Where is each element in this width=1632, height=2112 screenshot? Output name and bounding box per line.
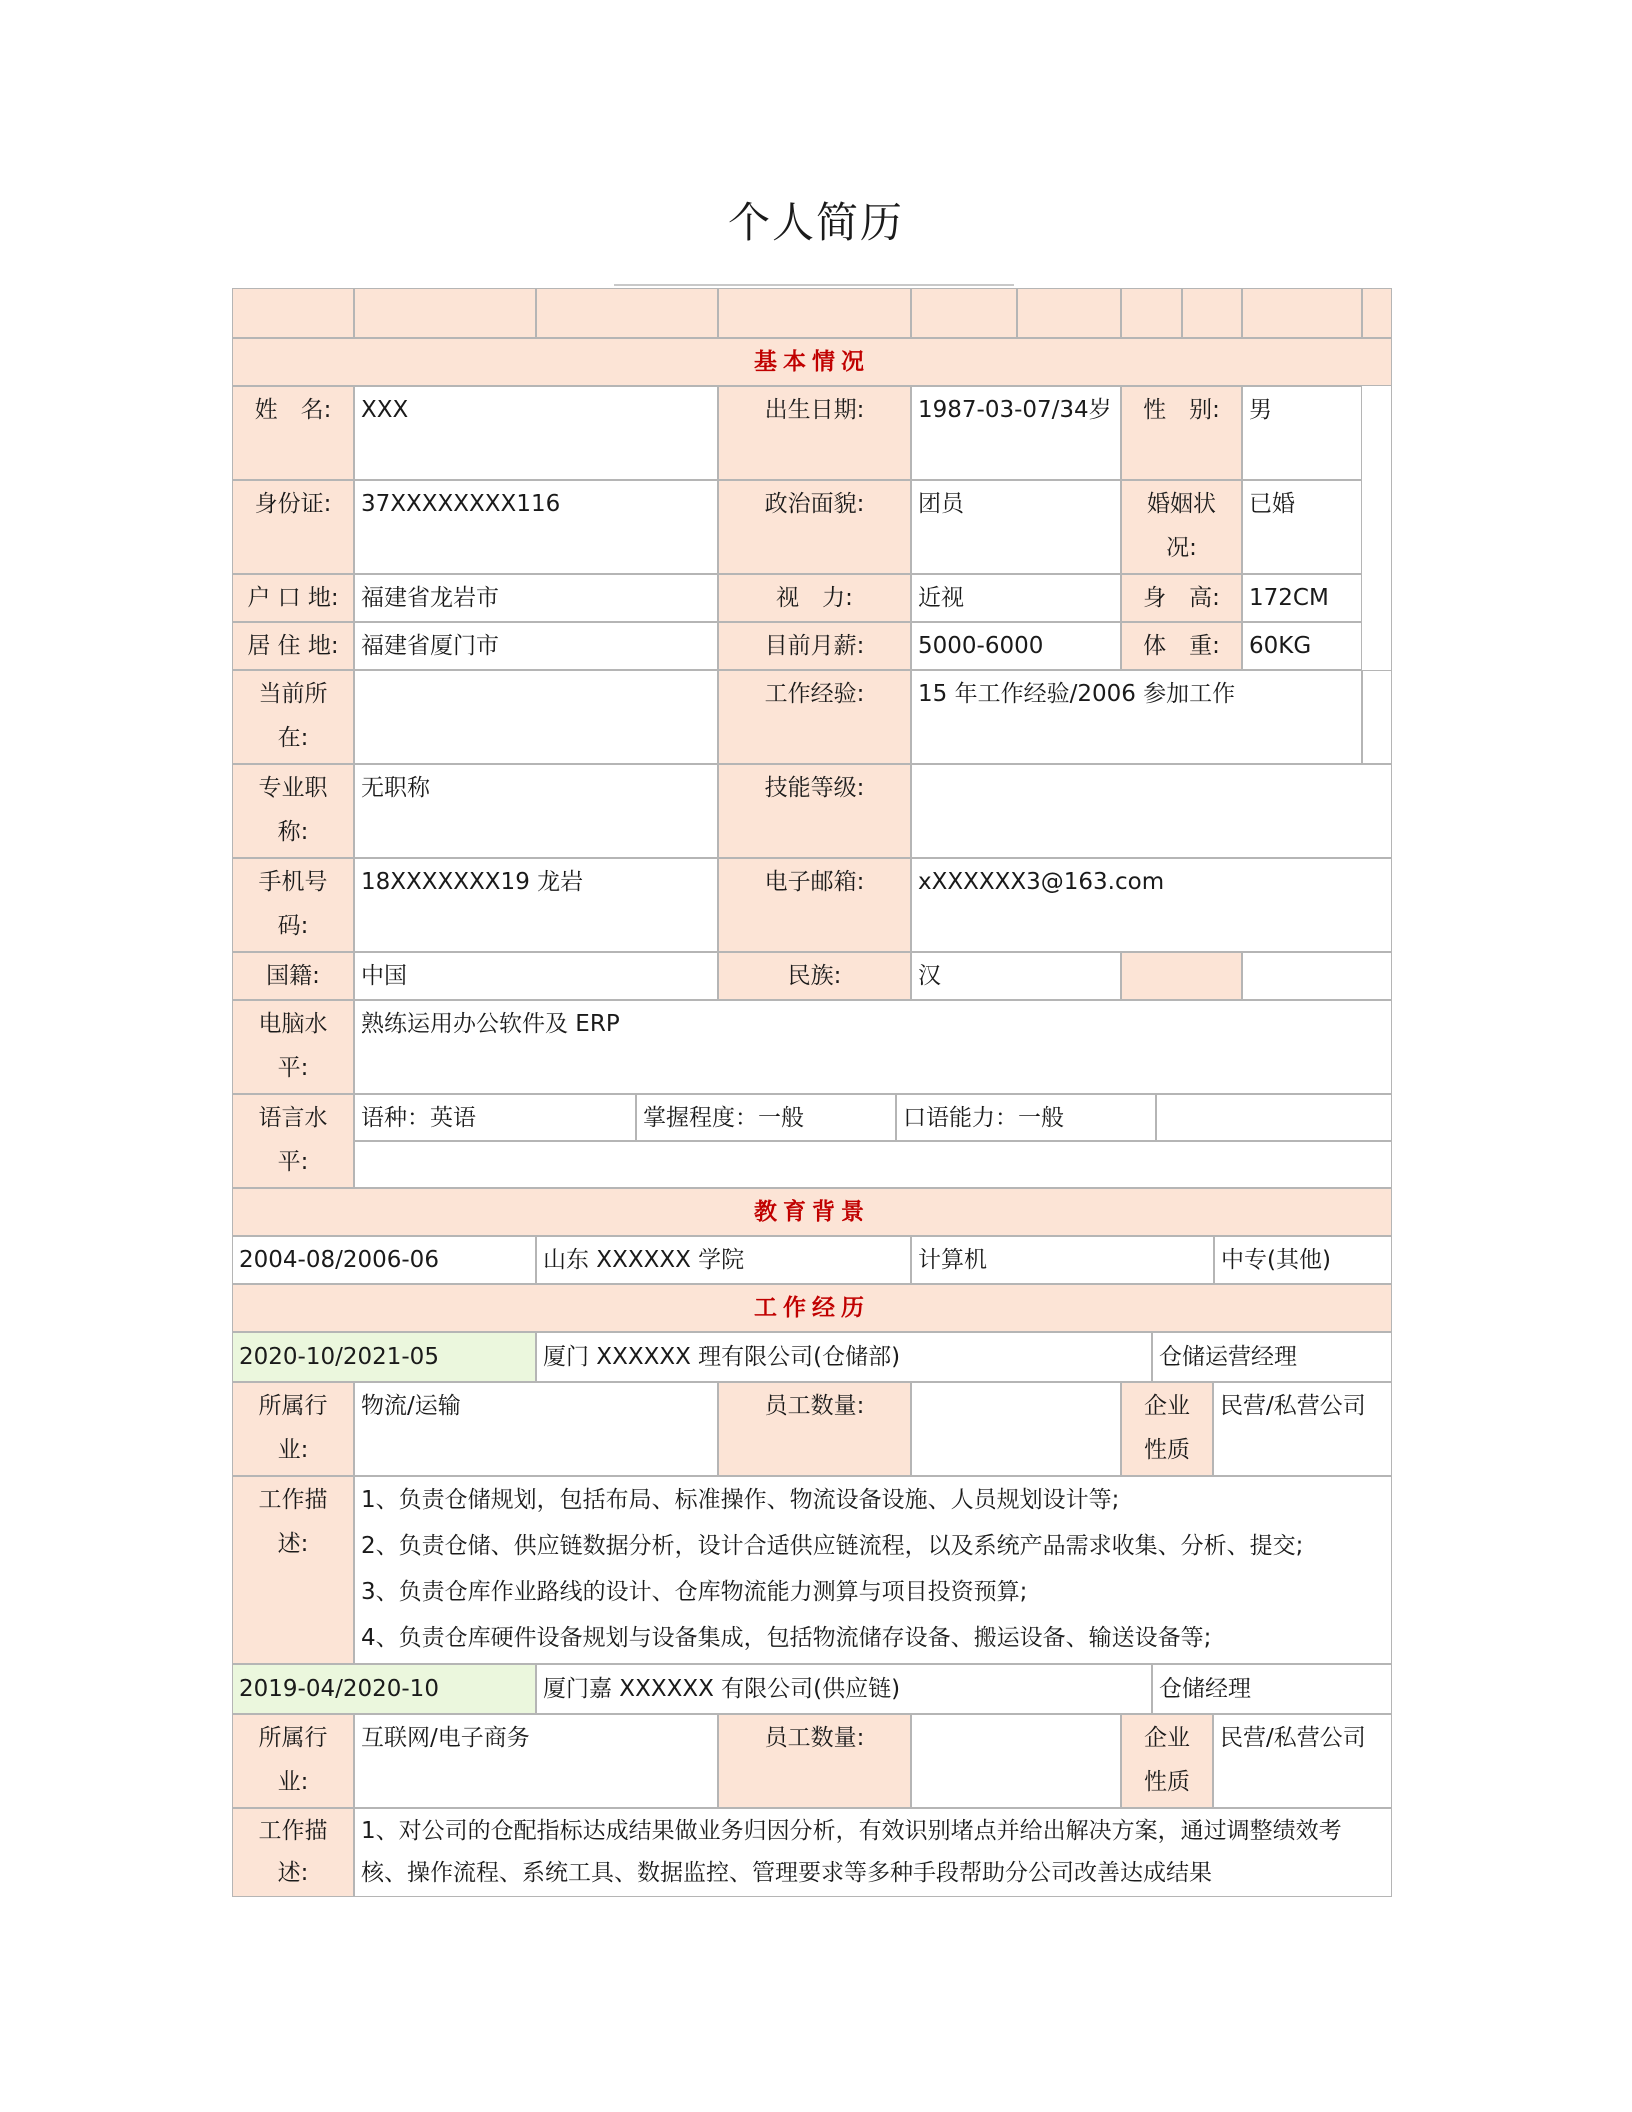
- nature-label: 企业性质: [1121, 1382, 1213, 1476]
- residence-value: 福建省厦门市: [354, 622, 718, 670]
- computer-label: 电脑水平:: [232, 1000, 354, 1094]
- title-label: 专业职称:: [232, 764, 354, 858]
- industry-label: 所属行业:: [232, 1714, 354, 1808]
- job-position: 仓储运营经理: [1152, 1332, 1392, 1382]
- job-company: 厦门嘉 XXXXXX 有限公司(供应链): [536, 1664, 1152, 1714]
- desc-line: 3、负责仓库作业路线的设计、仓库物流能力测算与项目投资预算;: [361, 1579, 1028, 1605]
- job-period: 2020-10/2021-05: [232, 1332, 536, 1382]
- desc-label: 工作描述:: [232, 1808, 354, 1897]
- staff-value: [911, 1382, 1121, 1476]
- birth-label: 出生日期:: [718, 386, 911, 480]
- blank-cell: [232, 288, 354, 338]
- marital-label: 婚姻状况:: [1121, 480, 1242, 574]
- blank-cell: [1156, 1094, 1392, 1141]
- birth-value: 1987-03-07/34岁: [911, 386, 1121, 480]
- job-description: [354, 1476, 1392, 1664]
- location-label: 当前所在:: [232, 670, 354, 764]
- id-label: 身份证:: [232, 480, 354, 574]
- desc-line: 核、操作流程、系统工具、数据监控、管理要求等多种手段帮助分公司改善达成结果: [361, 1860, 1212, 1886]
- marital-value: 已婚: [1242, 480, 1362, 574]
- vision-label: 视 力:: [718, 574, 911, 622]
- industry-value: 互联网/电子商务: [354, 1714, 718, 1808]
- desc-label: 工作描述:: [232, 1476, 354, 1664]
- job-description: [354, 1808, 1392, 1897]
- blank-cell: [718, 288, 911, 338]
- name-label: 姓 名:: [232, 386, 354, 480]
- gender-label: 性 别:: [1121, 386, 1242, 480]
- language-type: 语种：英语: [354, 1094, 636, 1141]
- education-period: 2004-08/2006-06: [232, 1236, 536, 1284]
- title-value: 无职称: [354, 764, 718, 858]
- language-oral: 口语能力：一般: [896, 1094, 1156, 1141]
- computer-value: 熟练运用办公软件及 ERP: [354, 1000, 1392, 1094]
- education-school: 山东 XXXXXX 学院: [536, 1236, 911, 1284]
- hukou-value: 福建省龙岩市: [354, 574, 718, 622]
- desc-line: 1、对公司的仓配指标达成结果做业务归因分析，有效识别堵点并给出解决方案，通过调整绩效考: [361, 1818, 1342, 1844]
- hukou-label: 户 口 地:: [232, 574, 354, 622]
- job-company: 厦门 XXXXXX 理有限公司(仓储部): [536, 1332, 1152, 1382]
- residence-label: 居 住 地:: [232, 622, 354, 670]
- job-position: 仓储经理: [1152, 1664, 1392, 1714]
- skill-label: 技能等级:: [718, 764, 911, 858]
- blank-cell: [1182, 288, 1242, 338]
- height-label: 身 高:: [1121, 574, 1242, 622]
- education-major: 计算机: [911, 1236, 1214, 1284]
- desc-line: 1、负责仓储规划，包括布局、标准操作、物流设备设施、人员规划设计等;: [361, 1487, 1120, 1513]
- language-mastery: 掌握程度：一般: [636, 1094, 896, 1141]
- ethnic-label: 民族:: [718, 952, 911, 1000]
- gender-value: 男: [1242, 386, 1362, 480]
- staff-label: 员工数量:: [718, 1382, 911, 1476]
- section-basic-header: 基本情况: [232, 338, 1392, 386]
- phone-label: 手机号码:: [232, 858, 354, 952]
- phone-value: 18XXXXXXX19 龙岩: [354, 858, 718, 952]
- blank-cell: [1121, 288, 1182, 338]
- blank-cell: [1362, 670, 1392, 764]
- blank-cell: [354, 1141, 1392, 1188]
- name-value: XXX: [354, 386, 718, 480]
- weight-label: 体 重:: [1121, 622, 1242, 670]
- divider: [614, 284, 1014, 286]
- blank-cell: [911, 288, 1017, 338]
- blank-cell: [1362, 288, 1392, 338]
- section-education-header: 教育背景: [232, 1188, 1392, 1236]
- location-value: [354, 670, 718, 764]
- industry-value: 物流/运输: [354, 1382, 718, 1476]
- vision-value: 近视: [911, 574, 1121, 622]
- nature-value: 民营/私营公司: [1213, 1382, 1392, 1476]
- experience-label: 工作经验:: [718, 670, 911, 764]
- blank-cell: [1121, 952, 1242, 1000]
- job-period: 2019-04/2020-10: [232, 1664, 536, 1714]
- blank-cell: [536, 288, 718, 338]
- section-work-header: 工作经历: [232, 1284, 1392, 1332]
- nature-value: 民营/私营公司: [1213, 1714, 1392, 1808]
- blank-cell: [354, 288, 536, 338]
- blank-cell: [1017, 288, 1121, 338]
- desc-line: 4、负责仓库硬件设备规划与设备集成，包括物流储存设备、搬运设备、输送设备等;: [361, 1625, 1212, 1651]
- salary-label: 目前月薪:: [718, 622, 911, 670]
- political-value: 团员: [911, 480, 1121, 574]
- email-value: xXXXXXX3@163.com: [911, 858, 1392, 952]
- id-value: 37XXXXXXXX116: [354, 480, 718, 574]
- nationality-value: 中国: [354, 952, 718, 1000]
- experience-value: 15 年工作经验/2006 参加工作: [911, 670, 1362, 764]
- blank-cell: [1242, 288, 1362, 338]
- staff-value: [911, 1714, 1121, 1808]
- nationality-label: 国籍:: [232, 952, 354, 1000]
- desc-line: 2、负责仓储、供应链数据分析，设计合适供应链流程，以及系统产品需求收集、分析、提交;: [361, 1533, 1304, 1559]
- blank-cell: [1242, 952, 1392, 1000]
- language-label: 语言水平:: [232, 1094, 354, 1188]
- skill-value: [911, 764, 1392, 858]
- page-title: 个人简历: [727, 198, 904, 247]
- salary-value: 5000-6000: [911, 622, 1121, 670]
- nature-label: 企业性质: [1121, 1714, 1213, 1808]
- weight-value: 60KG: [1242, 622, 1362, 670]
- ethnic-value: 汉: [911, 952, 1121, 1000]
- height-value: 172CM: [1242, 574, 1362, 622]
- education-degree: 中专(其他): [1214, 1236, 1392, 1284]
- industry-label: 所属行业:: [232, 1382, 354, 1476]
- email-label: 电子邮箱:: [718, 858, 911, 952]
- political-label: 政治面貌:: [718, 480, 911, 574]
- staff-label: 员工数量:: [718, 1714, 911, 1808]
